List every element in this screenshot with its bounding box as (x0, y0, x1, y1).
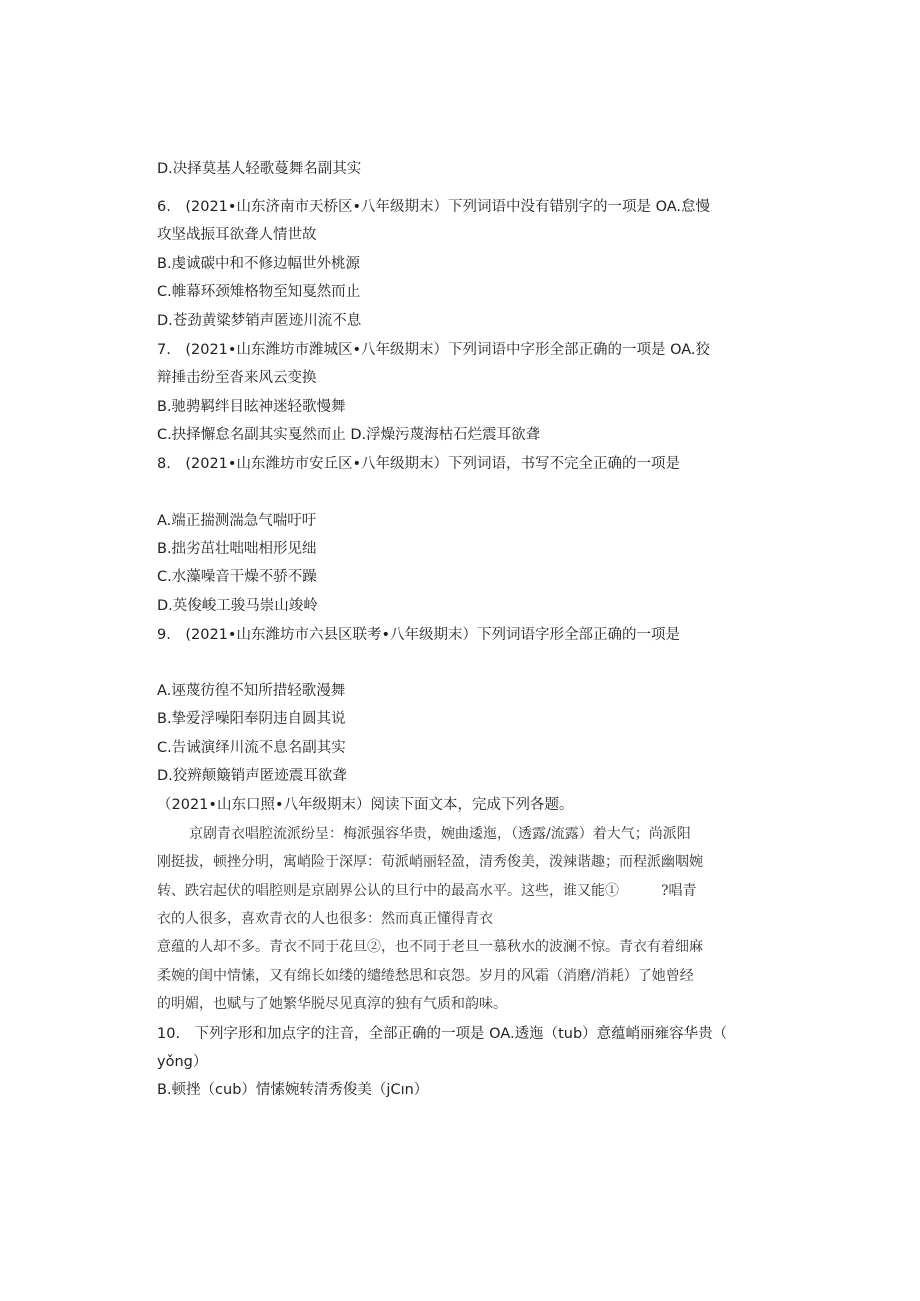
question-6-option-a-cont: 攻坚战振耳欲聋人情世故 (157, 227, 317, 243)
passage-line-7: 的明媚，也赋与了她繁华脱尽见真淳的独有气质和韵味。 (157, 996, 507, 1012)
question-10-option-a-cont: yǒng） (157, 1054, 208, 1070)
question-6-option-b: B.虔诚碳中和不修边幅世外桃源 (157, 256, 361, 272)
question-6-option-c: C.帷幕环颈雉格物至知戛然而止 (157, 284, 361, 300)
passage-line-4: 衣的人很多，喜欢青衣的人也很多：然而真正懂得青衣 (157, 911, 493, 927)
question-7-stem: 7. (2021•山东潍坊市潍城区•八年级期末）下列词语中字形全部正确的一项是 OA.狡 (157, 342, 711, 358)
question-9-option-a: A.诬蔑彷徨不知所措轻歌漫舞 (157, 683, 346, 699)
question-7-option-b: B.驰骋羁绊目眩神迷轻歌慢舞 (157, 399, 346, 415)
question-8-option-d: D.英俊峻工骏马崇山竣岭 (157, 598, 318, 614)
question-7-option-cd: C.抉择懈怠名副其实戛然而止 D.浮燥污蔑海枯石烂震耳欲聋 (157, 427, 541, 443)
passage-line-1: 京剧青衣唱腔流派纷呈：梅派强容华贵，婉曲逶迤，（透露/流露）着大气；尚派阳 (189, 826, 691, 842)
passage-line-5: 意蕴的人却不多。青衣不同于花旦②，也不同于老旦一慕秋水的波澜不惊。青衣有着细麻 (157, 939, 703, 955)
question-8-option-c: C.水藻噪音干燥不骄不躁 (157, 569, 317, 585)
question-9-stem: 9. (2021•山东潍坊市六县区联考•八年级期末）下列词语字形全部正确的一项是 (157, 627, 680, 643)
passage-line-2: 刚挺拔，顿挫分明，寓峭险于深厚：荀派峭丽轻盈，清秀俊美，泼辣谐趣；而程派幽咽婉 (157, 854, 703, 870)
question-9-option-d: D.狡辨颠簸销声匿迹震耳欲聋 (157, 768, 347, 784)
passage-line-3: 转、跌宕起伏的唱腔则是京剧界公认的旦行中的最高水平。这些，谁又能① ?唱青 (157, 883, 697, 899)
passage-line-6: 柔婉的闺中情愫，又有绵长如缕的缱绻愁思和哀怨。岁月的风霜（消磨/消耗）了她曾经 (157, 968, 694, 984)
question-10-option-b: B.顿挫（cub）情愫婉转清秀俊美（jCın） (157, 1082, 429, 1098)
question-8-option-a: A.端正揣测湍急气喘吁吁 (157, 513, 317, 529)
question-9-option-b: B.挚爱浮噪阳奉阴违自圆其说 (157, 711, 346, 727)
option-line-5d: D.决择莫基人轻歌蔓舞名副其实 (157, 161, 362, 177)
question-10-stem: 10. 下列字形和加点字的注音，全部正确的一项是 OA.透迤（tub）意蕴峭丽雍容华贵（ (157, 1026, 728, 1042)
question-6-option-d: D.苍劲黄粱梦销声匿迹川流不息 (157, 313, 362, 329)
question-6-stem: 6. (2021•山东济南市天桥区•八年级期末）下列词语中没有错别字的一项是 OA.怠慢 (157, 199, 711, 215)
question-8-option-b: B.拙劣茁壮咄咄相形见绌 (157, 541, 317, 557)
reading-instruction: （2021•山东口照•八年级期末）阅读下面文本，完成下列各题。 (157, 797, 574, 813)
question-8-stem: 8. (2021•山东潍坊市安丘区•八年级期末）下列词语，书写不完全正确的一项是 (157, 456, 680, 472)
question-7-option-a-cont: 辩捶击纷至沓来风云变换 (157, 370, 317, 386)
question-9-option-c: C.告诫演绎川流不息名副其实 (157, 740, 346, 756)
